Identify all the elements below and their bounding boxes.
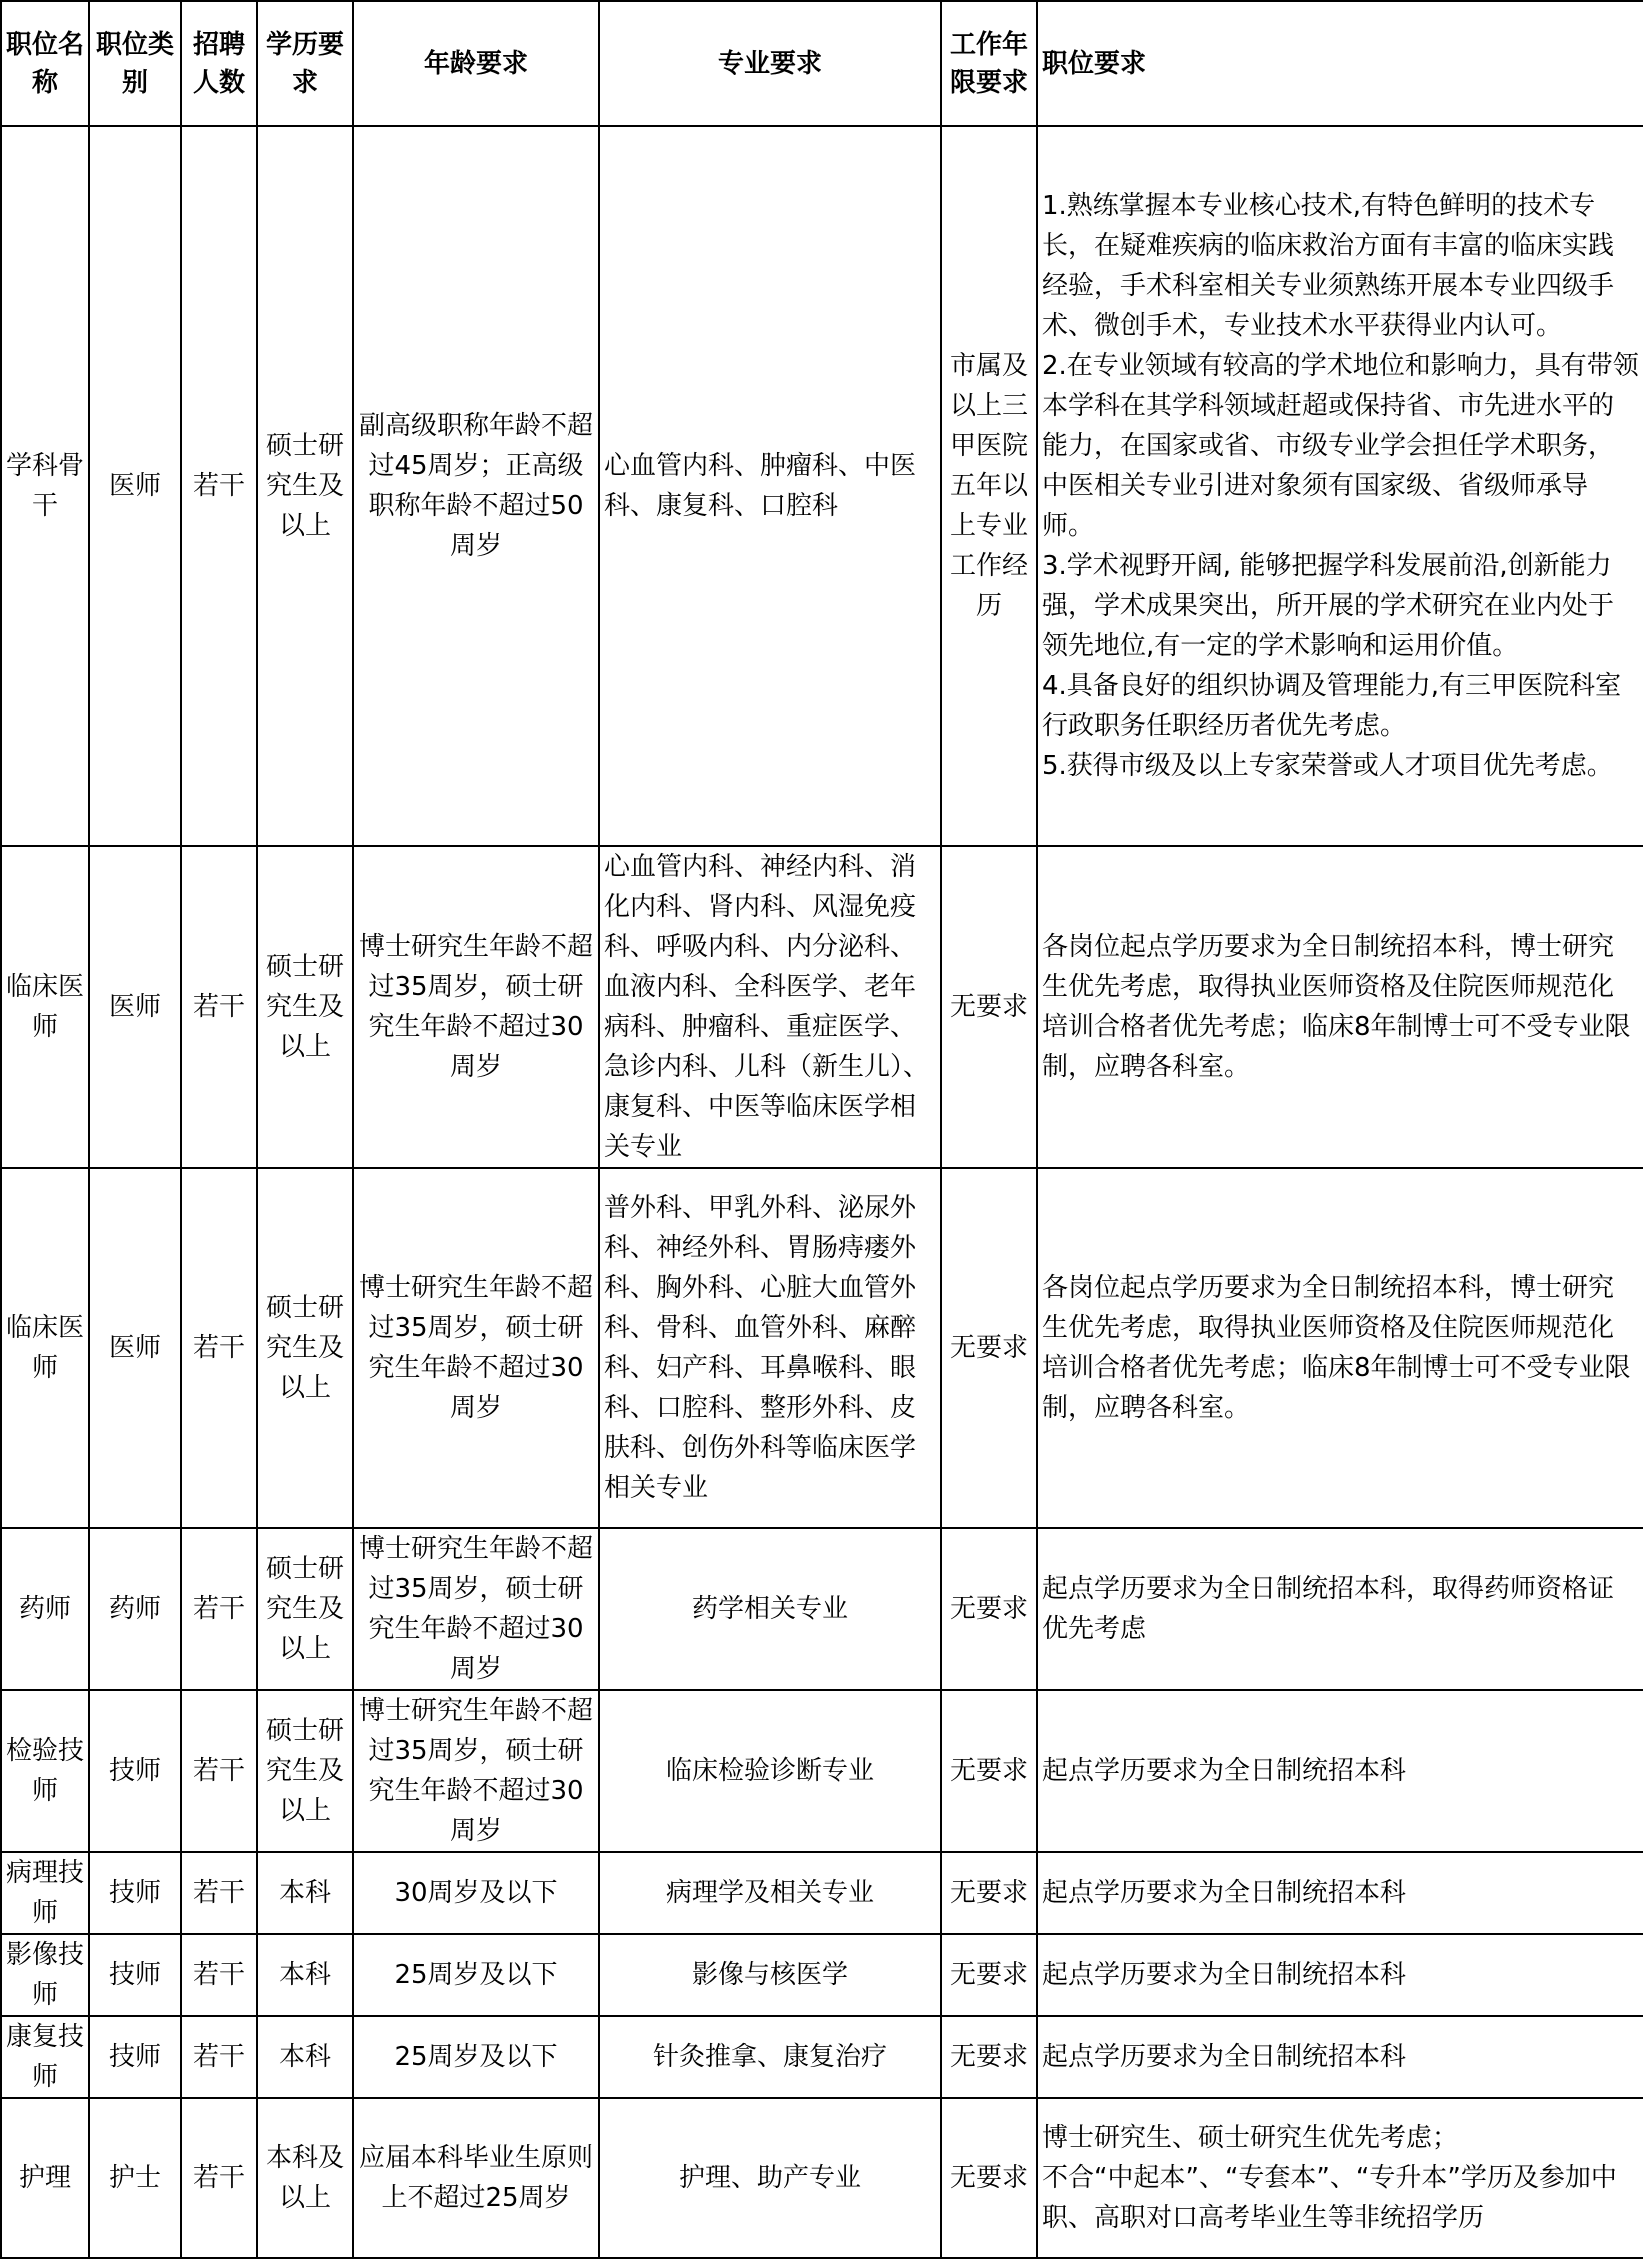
education-requirement: 本科及以上 [257,2098,353,2258]
position-requirements [1037,1168,1643,1528]
hiring-count: 若干 [181,1852,257,1934]
position-category: 技师 [89,1852,181,1934]
position-requirements [1037,1934,1643,2016]
hiring-count: 若干 [181,2098,257,2258]
major-requirement: 临床检验诊断专业 [599,1690,941,1852]
experience-requirement: 无要求 [941,2016,1037,2098]
experience-requirement: 无要求 [941,1168,1037,1528]
education-requirement: 本科 [257,1852,353,1934]
table-row [1,1690,1643,1852]
education-requirement: 硕士研究生及以上 [257,1168,353,1528]
table-row [1,846,1643,1168]
major-requirement: 病理学及相关专业 [599,1852,941,1934]
requirement-item: 2.在专业领域有较高的学术地位和影响力，具有带领本学科在其学科领域赶超或保持省、市先进水平的能力，在国家或省、市级专业学会担任学术职务，中医相关专业引进对象须有国家级、省级师承导师。 [1042,351,1639,541]
position-name: 临床医师 [1,1168,89,1528]
position-category: 医师 [89,126,181,846]
requirement-item: 各岗位起点学历要求为全日制统招本科，博士研究生优先考虑，取得执业医师资格及住院医师规范化培训合格者优先考虑；临床8年制博士可不受专业限制，应聘各科室。 [1042,1273,1631,1423]
requirement-item: 起点学历要求为全日制统招本科 [1042,2042,1407,2072]
experience-requirement: 市属及以上三甲医院五年以上专业工作经历 [941,126,1037,846]
table-row [1,1934,1643,2016]
age-requirement: 博士研究生年龄不超过35周岁，硕士研究生年龄不超过30周岁 [353,846,599,1168]
education-requirement: 硕士研究生及以上 [257,1690,353,1852]
age-requirement: 25周岁及以下 [353,2016,599,2098]
position-name: 药师 [1,1528,89,1690]
position-requirements [1037,1528,1643,1690]
age-requirement: 博士研究生年龄不超过35周岁，硕士研究生年龄不超过30周岁 [353,1168,599,1528]
table-row [1,1852,1643,1934]
major-requirement: 护理、助产专业 [599,2098,941,2258]
requirement-item: 4.具备良好的组织协调及管理能力,有三甲医院科室行政职务任职经历者优先考虑。 [1042,671,1622,741]
major-requirement: 药学相关专业 [599,1528,941,1690]
experience-requirement: 无要求 [941,1934,1037,2016]
experience-requirement: 无要求 [941,1528,1037,1690]
header-major: 专业要求 [599,1,941,126]
hiring-count: 若干 [181,126,257,846]
age-requirement: 博士研究生年龄不超过35周岁，硕士研究生年龄不超过30周岁 [353,1690,599,1852]
age-requirement: 副高级职称年龄不超过45周岁；正高级职称年龄不超过50周岁 [353,126,599,846]
requirement-item: 博士研究生、硕士研究生优先考虑； [1042,2123,1459,2153]
position-name: 检验技师 [1,1690,89,1852]
requirement-item: 起点学历要求为全日制统招本科 [1042,1960,1407,1990]
table-row [1,1528,1643,1690]
hiring-count: 若干 [181,2016,257,2098]
experience-requirement: 无要求 [941,2098,1037,2258]
age-requirement: 博士研究生年龄不超过35周岁，硕士研究生年龄不超过30周岁 [353,1528,599,1690]
table-row [1,1168,1643,1528]
major-requirement: 针灸推拿、康复治疗 [599,2016,941,2098]
header-age: 年龄要求 [353,1,599,126]
hiring-count: 若干 [181,1528,257,1690]
table-row [1,2098,1643,2258]
major-requirement: 普外科、甲乳外科、泌尿外科、神经外科、胃肠痔瘘外科、胸外科、心脏大血管外科、骨科、血管外科、麻醉科、妇产科、耳鼻喉科、眼科、口腔科、整形外科、皮肤科、创伤外科等临床医学相关专业 [599,1168,941,1528]
header-education: 学历要求 [257,1,353,126]
position-requirements [1037,846,1643,1168]
position-category: 技师 [89,1690,181,1852]
header-experience: 工作年限要求 [941,1,1037,126]
header-position-category: 职位类别 [89,1,181,126]
hiring-count: 若干 [181,1934,257,2016]
position-name: 康复技师 [1,2016,89,2098]
position-requirements [1037,126,1643,846]
position-name: 病理技师 [1,1852,89,1934]
education-requirement: 本科 [257,2016,353,2098]
requirement-item: 起点学历要求为全日制统招本科 [1042,1756,1407,1786]
table-row [1,126,1643,846]
position-category: 护士 [89,2098,181,2258]
education-requirement: 硕士研究生及以上 [257,126,353,846]
position-category: 医师 [89,846,181,1168]
requirement-item: 1.熟练掌握本专业核心技术,有特色鲜明的技术专长，在疑难疾病的临床救治方面有丰富的临床实践经验，手术科室相关专业须熟练开展本专业四级手术、微创手术，专业技术水平获得业内认可。 [1042,191,1615,341]
position-requirements [1037,2098,1643,2258]
requirement-item: 起点学历要求为全日制统招本科 [1042,1878,1407,1908]
hiring-count: 若干 [181,1690,257,1852]
age-requirement: 30周岁及以下 [353,1852,599,1934]
position-category: 技师 [89,1934,181,2016]
header-row [1,1,1643,126]
experience-requirement: 无要求 [941,846,1037,1168]
education-requirement: 本科 [257,1934,353,2016]
requirement-item: 各岗位起点学历要求为全日制统招本科，博士研究生优先考虑，取得执业医师资格及住院医师规范化培训合格者优先考虑；临床8年制博士可不受专业限制，应聘各科室。 [1042,932,1631,1082]
hiring-count: 若干 [181,846,257,1168]
major-requirement: 心血管内科、神经内科、消化内科、肾内科、风湿免疫科、呼吸内科、内分泌科、血液内科、全科医学、老年病科、肿瘤科、重症医学、急诊内科、儿科（新生儿）、康复科、中医等临床医学相关专业 [599,846,941,1168]
position-requirements [1037,1690,1643,1852]
hiring-count: 若干 [181,1168,257,1528]
position-requirements [1037,1852,1643,1934]
experience-requirement: 无要求 [941,1690,1037,1852]
age-requirement: 25周岁及以下 [353,1934,599,2016]
position-category: 药师 [89,1528,181,1690]
position-requirements [1037,2016,1643,2098]
position-name: 学科骨干 [1,126,89,846]
position-category: 医师 [89,1168,181,1528]
position-name: 影像技师 [1,1934,89,2016]
header-position-name: 职位名称 [1,1,89,126]
header-hiring-count: 招聘人数 [181,1,257,126]
education-requirement: 硕士研究生及以上 [257,1528,353,1690]
header-requirements: 职位要求 [1037,1,1643,126]
position-category: 技师 [89,2016,181,2098]
major-requirement: 心血管内科、肿瘤科、中医科、康复科、口腔科 [599,126,941,846]
requirement-item: 不合“中起本”、“专套本”、“专升本”学历及参加中职、高职对口高考毕业生等非统招学历 [1042,2163,1617,2233]
age-requirement: 应届本科毕业生原则上不超过25周岁 [353,2098,599,2258]
position-name: 临床医师 [1,846,89,1168]
major-requirement: 影像与核医学 [599,1934,941,2016]
position-name: 护理 [1,2098,89,2258]
experience-requirement: 无要求 [941,1852,1037,1934]
table-row [1,2016,1643,2098]
requirement-item: 3.学术视野开阔, 能够把握学科发展前沿,创新能力强，学术成果突出，所开展的学术研究在业内处于领先地位,有一定的学术影响和运用价值。 [1042,551,1615,661]
requirement-item: 起点学历要求为全日制统招本科，取得药师资格证优先考虑 [1042,1574,1615,1644]
requirement-item: 5.获得市级及以上专家荣誉或人才项目优先考虑。 [1042,751,1613,781]
education-requirement: 硕士研究生及以上 [257,846,353,1168]
